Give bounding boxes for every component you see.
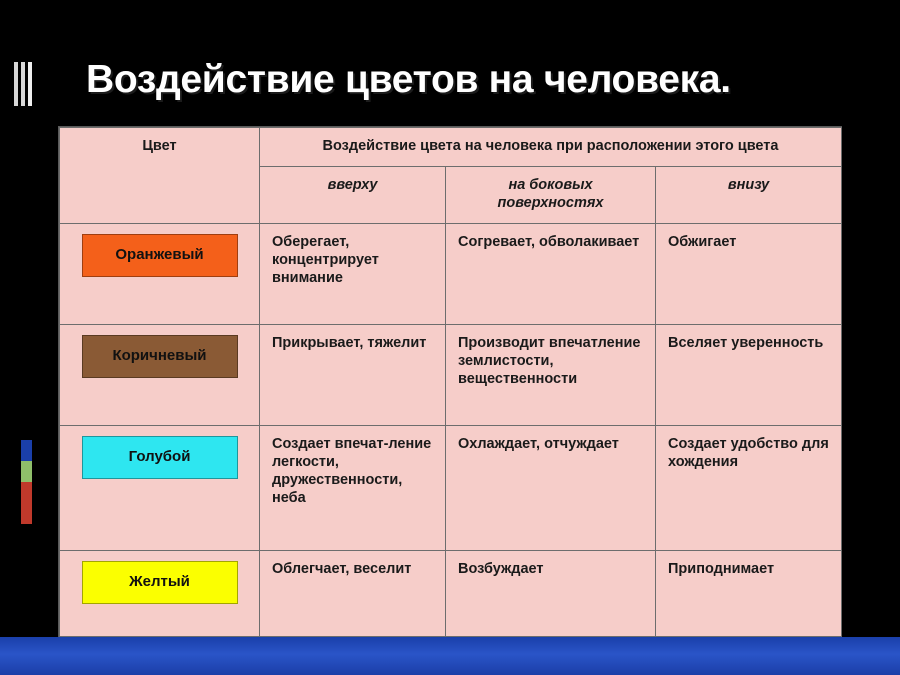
page-title: Воздействие цветов на человека. bbox=[86, 58, 731, 101]
cell-yellow-bottom: Приподнимает bbox=[656, 551, 842, 637]
cell-orange-bottom: Обжигает bbox=[656, 223, 842, 324]
swatch-light-blue: Голубой bbox=[82, 436, 238, 479]
header-sub-sides: на боковых поверхностях bbox=[446, 166, 656, 223]
table-header-row-top bbox=[60, 128, 842, 167]
cell-blue-sides: Охлаждает, отчуждает bbox=[446, 425, 656, 550]
table-row bbox=[60, 551, 842, 637]
color-effects-table bbox=[58, 126, 842, 638]
header-sub-top: вверху bbox=[260, 166, 446, 223]
header-sub-bottom: внизу bbox=[656, 166, 842, 223]
table-row bbox=[60, 425, 842, 550]
swatch-brown: Коричневый bbox=[82, 335, 238, 378]
cell-brown-sides: Производит впечатление землистости, вещественности bbox=[446, 324, 656, 425]
rail-bars-icon bbox=[14, 62, 36, 106]
swatch-yellow: Желтый bbox=[82, 561, 238, 604]
cell-blue-top: Создает впечат-ление легкости, дружественности, неба bbox=[260, 425, 446, 550]
cell-brown-top: Прикрывает, тяжелит bbox=[260, 324, 446, 425]
cell-brown-bottom: Вселяет уверенность bbox=[656, 324, 842, 425]
table-row bbox=[60, 223, 842, 324]
table-row bbox=[60, 324, 842, 425]
left-decoration-rail bbox=[0, 0, 52, 637]
color-swatch-cell-blue bbox=[60, 425, 260, 550]
cell-yellow-sides: Возбуждает bbox=[446, 551, 656, 637]
color-swatch-cell-orange bbox=[60, 223, 260, 324]
header-group: Воздействие цвета на человека при расположении этого цвета bbox=[260, 128, 842, 167]
swatch-orange: Оранжевый bbox=[82, 234, 238, 277]
rail-color-swatches-icon bbox=[21, 440, 32, 526]
color-swatch-cell-yellow bbox=[60, 551, 260, 637]
color-swatch-cell-brown bbox=[60, 324, 260, 425]
cell-orange-sides: Согревает, обволакивает bbox=[446, 223, 656, 324]
cell-orange-top: Оберегает, концентрирует внимание bbox=[260, 223, 446, 324]
cell-yellow-top: Облегчает, веселит bbox=[260, 551, 446, 637]
bottom-accent-band bbox=[0, 637, 900, 675]
header-color-column: Цвет bbox=[60, 128, 260, 224]
cell-blue-bottom: Создает удобство для хождения bbox=[656, 425, 842, 550]
